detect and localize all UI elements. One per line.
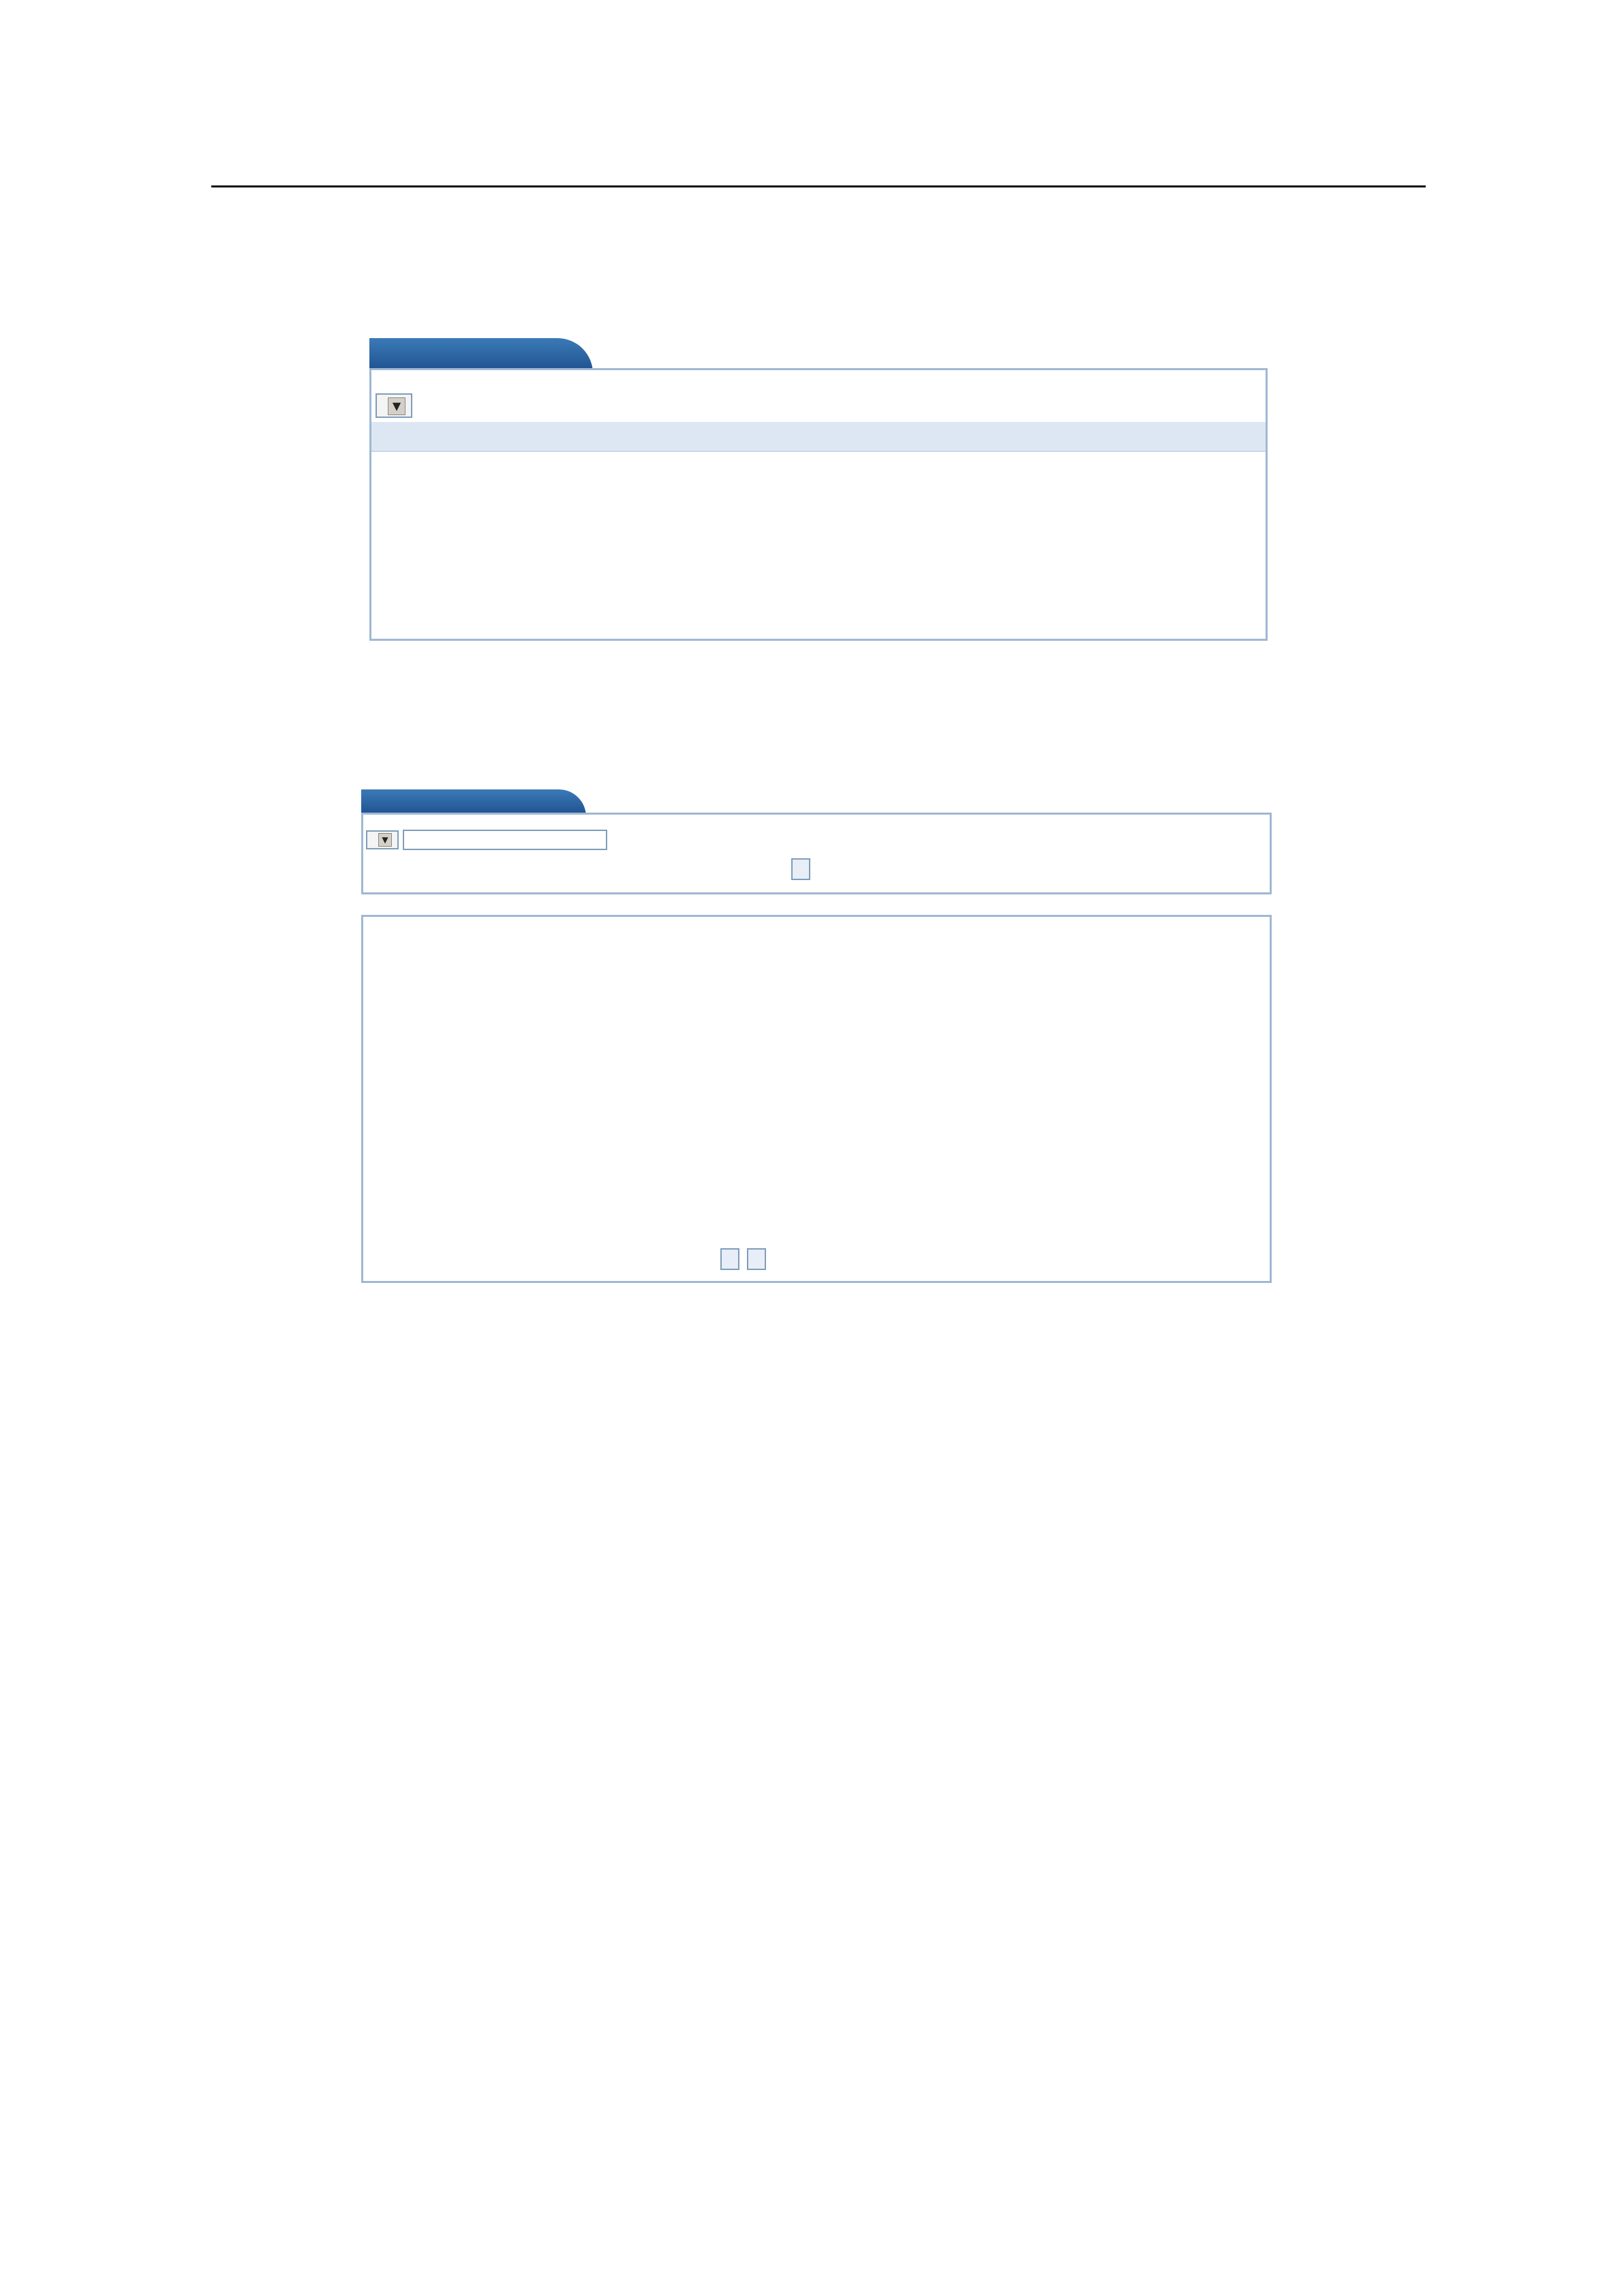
mac-toolbar xyxy=(376,393,412,418)
col-status xyxy=(1158,422,1266,451)
port-stats-settings-panel xyxy=(361,813,1272,894)
port-stats-table-panel xyxy=(361,915,1272,1283)
apply-button[interactable] xyxy=(791,858,810,880)
port-select[interactable] xyxy=(376,393,412,418)
col-priority xyxy=(754,422,847,451)
chevron-down-icon[interactable]: ▼ xyxy=(378,833,392,847)
header-rule xyxy=(211,185,1426,187)
mac-address-panel xyxy=(369,368,1268,641)
col-index xyxy=(371,422,410,451)
target-port-select[interactable] xyxy=(366,830,399,849)
chevron-down-icon[interactable]: ▼ xyxy=(388,397,406,415)
col-target-port xyxy=(847,422,1158,451)
stats-buttons xyxy=(720,1248,766,1273)
port-stats-toolbar xyxy=(366,830,607,850)
refresh-button[interactable] xyxy=(720,1248,739,1270)
table-header-row xyxy=(371,422,1266,451)
col-mac xyxy=(410,422,754,451)
mac-address-table xyxy=(371,422,1266,452)
interval-input[interactable] xyxy=(403,830,607,850)
clear-counters-button[interactable] xyxy=(747,1248,766,1270)
